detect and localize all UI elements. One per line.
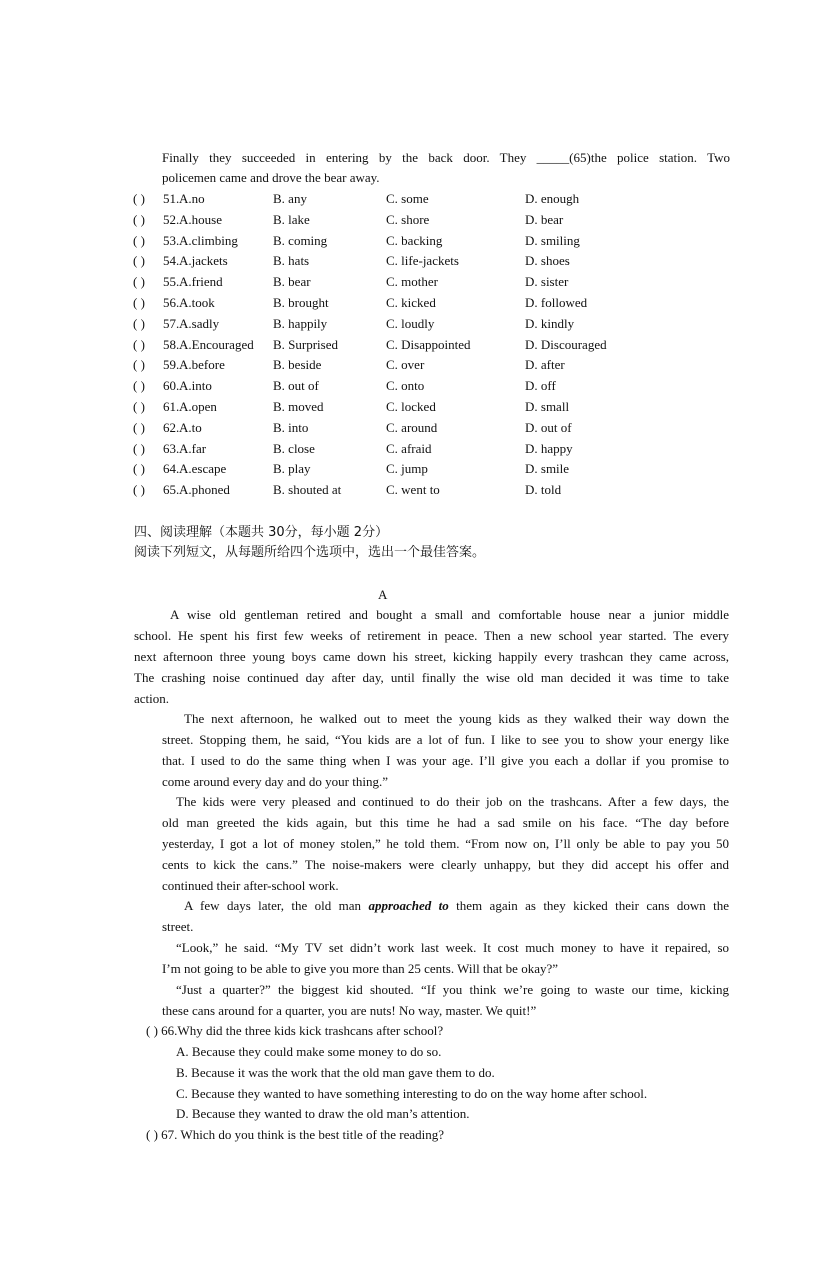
option-c: C. kicked [386, 295, 436, 310]
option-c: C. went to [386, 482, 440, 497]
question-number: 59. [163, 357, 180, 372]
option-d: D. after [525, 357, 565, 372]
option-a: A.climbing [179, 233, 238, 248]
option-b: B. shouted at [273, 482, 342, 497]
option-a: A.jackets [179, 253, 228, 268]
option-d: D. smiling [525, 233, 580, 248]
passage-text: A few days later, the old man [184, 898, 369, 913]
option-d: D. Discouraged [525, 337, 607, 352]
emphasized-phrase: approached to [368, 898, 449, 913]
option-d: D. enough [525, 191, 580, 206]
option-a: A.took [179, 295, 215, 310]
option-a: A.house [179, 212, 222, 227]
section-instruction: 阅读下列短文，从每题所给四个选项中，选出一个最佳答案。 [134, 545, 486, 560]
option-b: B. Surprised [273, 337, 338, 352]
option-d: D. out of [525, 420, 572, 435]
option-b: B. into [273, 420, 309, 435]
option-d: D. followed [525, 295, 588, 310]
passage-line: “Look,” he said. “My TV set didn’t work last week. It cost much money to have it repaired, so [176, 940, 729, 955]
passage-line [184, 896, 729, 916]
option-a: A.friend [179, 274, 223, 289]
option-b: B. lake [273, 212, 310, 227]
answer-blank[interactable]: ( ) [146, 1127, 158, 1142]
question-text: 66.Why did the three kids kick trashcans after school? [161, 1023, 444, 1038]
passage-line: that. I used to do the same thing when I was your age. I’ll give you each a dollar if you promise to [162, 753, 729, 768]
option-b: B. Because it was the work that the old man gave them to do. [176, 1065, 495, 1080]
passage-line: The kids were very pleased and continued to do their job on the trashcans. After a few days, the [176, 794, 729, 809]
passage-line: The crashing noise continued day after day, until finally the wise old man decided it was time to take [134, 670, 729, 685]
question-number: 60. [163, 378, 180, 393]
option-b: B. brought [273, 295, 329, 310]
question-number: 64. [163, 461, 180, 476]
question-number: 52. [163, 212, 180, 227]
option-c: C. Because they wanted to have something interesting to do on the way home after school. [176, 1086, 648, 1101]
answer-blank[interactable]: ( ) [133, 212, 145, 227]
option-b: B. moved [273, 399, 324, 414]
option-c: C. Disappointed [386, 337, 471, 352]
section-heading: 四、阅读理解（本题共 30分，每小题 2分） [134, 525, 389, 540]
option-c: C. afraid [386, 441, 432, 456]
option-c: C. jump [386, 461, 428, 476]
option-a: A.before [179, 357, 225, 372]
answer-blank[interactable]: ( ) [133, 191, 145, 206]
option-d: D. sister [525, 274, 569, 289]
option-a: A.far [179, 441, 207, 456]
option-a: A.phoned [179, 482, 230, 497]
option-c: C. onto [386, 378, 425, 393]
question-number: 62. [163, 420, 180, 435]
option-d: D. Because they wanted to draw the old man’s attention. [176, 1106, 470, 1121]
option-d: D. off [525, 378, 556, 393]
passage-line: yesterday, I got a lot of money stolen,” he told them. “From now on, I’ll only be able to pay you 50 [162, 836, 729, 851]
passage-line: come around every day and do your thing.” [162, 774, 388, 789]
option-d: D. told [525, 482, 562, 497]
answer-blank[interactable]: ( ) [133, 295, 145, 310]
option-a: A.escape [179, 461, 227, 476]
question-number: 54. [163, 253, 180, 268]
answer-blank[interactable]: ( ) [146, 1023, 158, 1038]
option-b: B. bear [273, 274, 311, 289]
option-b: B. out of [273, 378, 319, 393]
question-number: 63. [163, 441, 180, 456]
option-d: D. bear [525, 212, 564, 227]
option-b: B. hats [273, 253, 310, 268]
question-number: 55. [163, 274, 180, 289]
answer-blank[interactable]: ( ) [133, 357, 145, 372]
option-a: A.open [179, 399, 217, 414]
option-c: C. backing [386, 233, 443, 248]
passage-line: street. Stopping them, he said, “You kids are a lot of fun. I like to see you to show your energy like [162, 732, 729, 747]
question-number: 56. [163, 295, 180, 310]
question-number: 57. [163, 316, 180, 331]
question-number: 51. [163, 191, 180, 206]
question-number: 58. [163, 337, 180, 352]
option-c: C. around [386, 420, 438, 435]
option-d: D. kindly [525, 316, 575, 331]
option-c: C. shore [386, 212, 430, 227]
option-b: B. coming [273, 233, 328, 248]
option-d: D. smile [525, 461, 570, 476]
answer-blank[interactable]: ( ) [133, 274, 145, 289]
option-c: C. some [386, 191, 429, 206]
option-d: D. happy [525, 441, 573, 456]
answer-blank[interactable]: ( ) [133, 253, 145, 268]
option-c: C. locked [386, 399, 436, 414]
option-b: B. any [273, 191, 307, 206]
question-number: 65. [163, 482, 180, 497]
option-b: B. play [273, 461, 311, 476]
cloze-ending-line-2: policemen came and drove the bear away. [162, 170, 380, 185]
option-a: A.into [179, 378, 212, 393]
option-c: C. over [386, 357, 425, 372]
question-text: 67. Which do you think is the best title of the reading? [161, 1127, 444, 1142]
passage-line: continued their after-school work. [162, 878, 339, 893]
answer-blank[interactable]: ( ) [133, 399, 145, 414]
passage-line: The next afternoon, he walked out to meet the young kids as they walked their way down the [184, 711, 729, 726]
option-b: B. beside [273, 357, 322, 372]
question-66 [146, 1021, 443, 1041]
option-b: B. close [273, 441, 315, 456]
passage-text: them again as they kicked their cans down the [448, 898, 730, 913]
option-a: A.no [179, 191, 205, 206]
passage-line: street. [162, 919, 194, 934]
option-c: C. loudly [386, 316, 435, 331]
passage-line: action. [134, 691, 170, 706]
passage-line: “Just a quarter?” the biggest kid shouted. “If you think we’re going to waste our time, kicking [176, 982, 729, 997]
question-67 [146, 1125, 444, 1145]
passage-letter: A [378, 587, 388, 602]
answer-blank[interactable]: ( ) [133, 420, 145, 435]
passage-line: A wise old gentleman retired and bought a small and comfortable house near a junior middle [170, 607, 729, 622]
passage-line: next afternoon three young boys came down his street, kicking happily every trashcan they came across, [134, 649, 729, 664]
option-a: A. Because they could make some money to do so. [176, 1044, 442, 1059]
option-a: A.sadly [179, 316, 220, 331]
passage-line: school. He spent his first few weeks of retirement in peace. Then a new school year started. The every [134, 628, 729, 643]
answer-blank[interactable]: ( ) [133, 378, 145, 393]
question-number: 61. [163, 399, 180, 414]
answer-blank[interactable]: ( ) [133, 316, 145, 331]
option-c: C. life-jackets [386, 253, 459, 268]
cloze-ending-line-1: Finally they succeeded in entering by the back door. They _____(65)the police station. Two [162, 150, 730, 165]
option-a: A.Encouraged [179, 337, 254, 352]
passage-line: old man greeted the kids again, but this time he had a sad smile on his face. “The day before [162, 815, 729, 830]
answer-blank[interactable]: ( ) [133, 233, 145, 248]
option-b: B. happily [273, 316, 328, 331]
answer-blank[interactable]: ( ) [133, 461, 145, 476]
answer-blank[interactable]: ( ) [133, 441, 145, 456]
option-d: D. small [525, 399, 570, 414]
passage-line: I’m not going to be able to give you more than 25 cents. Will that be okay?” [162, 961, 558, 976]
answer-blank[interactable]: ( ) [133, 337, 145, 352]
option-d: D. shoes [525, 253, 570, 268]
answer-blank[interactable]: ( ) [133, 482, 145, 497]
option-a: A.to [179, 420, 202, 435]
passage-line: cents to kick the cans.” The noise-makers were clearly unhappy, but they did accept his offer and [162, 857, 729, 872]
passage-line: these cans around for a quarter, you are nuts! No way, master. We quit!” [162, 1003, 537, 1018]
option-c: C. mother [386, 274, 438, 289]
question-number: 53. [163, 233, 180, 248]
